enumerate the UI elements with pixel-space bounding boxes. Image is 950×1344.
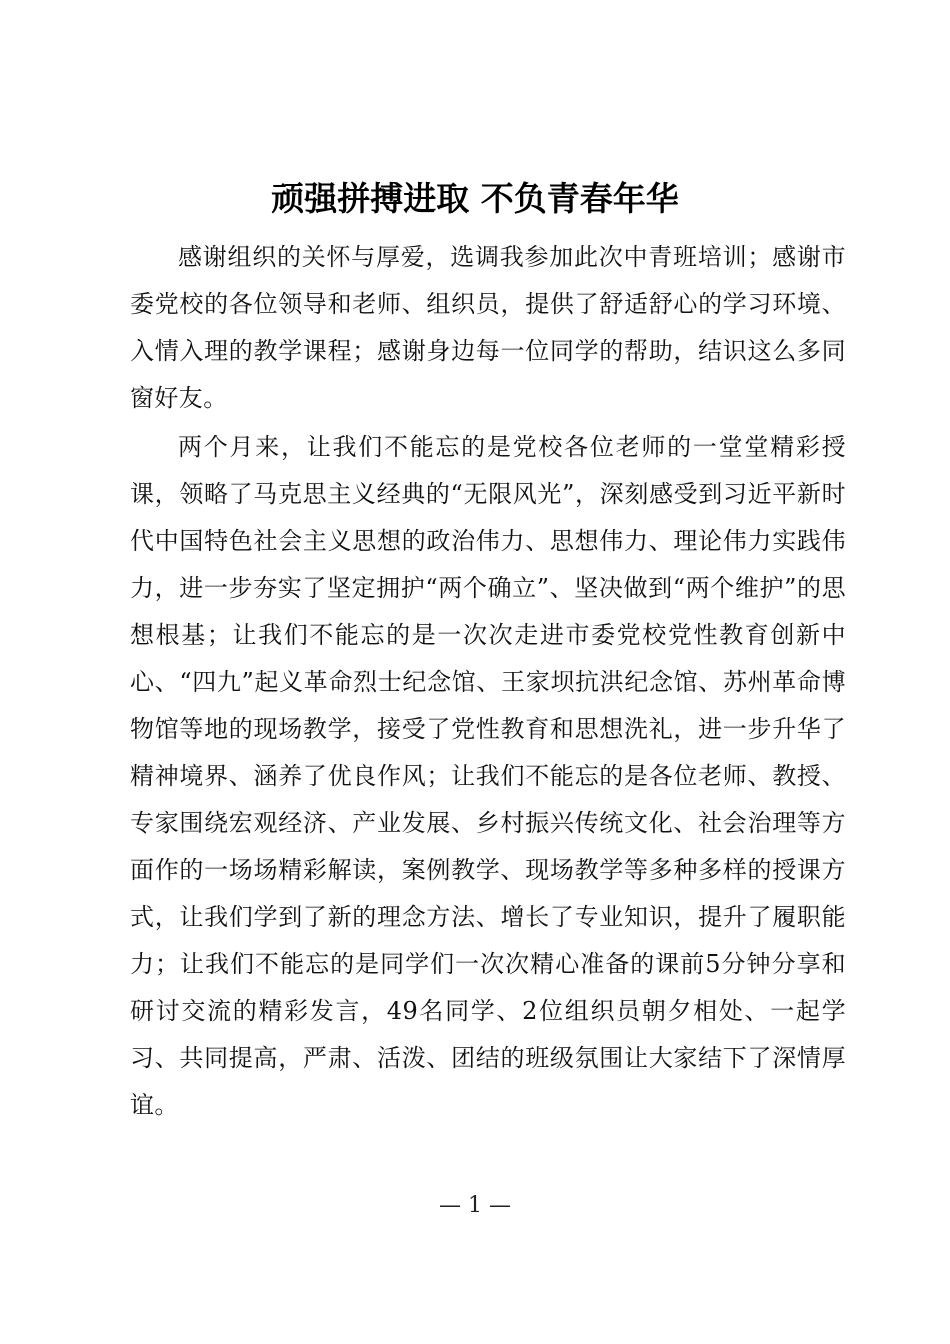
paragraph-gratitude: 感谢组织的关怀与厚爱，选调我参加此次中青班培训；感谢市委党校的各位领导和老师、组织员，提供了舒适舒心的学习环境、入情入理的教学课程；感谢身边每一位同学的帮助，结识这么多同窗好友。: [130, 243, 846, 412]
document-body: [130, 234, 846, 1129]
page-number: — 1 —: [439, 1193, 511, 1218]
document-title: 顽强拼搏进取 不负青春年华: [271, 179, 679, 218]
paragraph-two-months: 两个月来，让我们不能忘的是党校各位老师的一堂堂精彩授课，领略了马克思主义经典的“无限风光”，深刻感受到习近平新时代中国特色社会主义思想的政治伟力、思想伟力、理论伟力实践伟力，进一步夯实了坚定拥护“两个确立”、坚决做到“两个维护”的思想根基；让我们不能忘的是一次次走进市委党校党性教育创新中心、“四九”起义革命烈士纪念馆、王家坝抗洪纪念馆、苏州革命博物馆等地的现场教学，接受了党性教育和思想洗礼，进一步升华了精神境界、涵养了优良作风；让我们不能忘的是各位老师、教授、专家围绕宏观经济、产业发展、乡村振兴传统文化、社会治理等方面作的一场场精彩解读，案例教学、现场教学等多种多样的授课方式，让我们学到了新的理念方法、增长了专业知识，提升了履职能力；让我们不能忘的是同学们一次次精心准备的课前5分钟分享和研讨交流的精彩发言，49名同学、2位组织员朝夕相处、一起学习、共同提高，严肃、活泼、团结的班级氛围让大家结下了深情厚谊。: [130, 433, 846, 1119]
